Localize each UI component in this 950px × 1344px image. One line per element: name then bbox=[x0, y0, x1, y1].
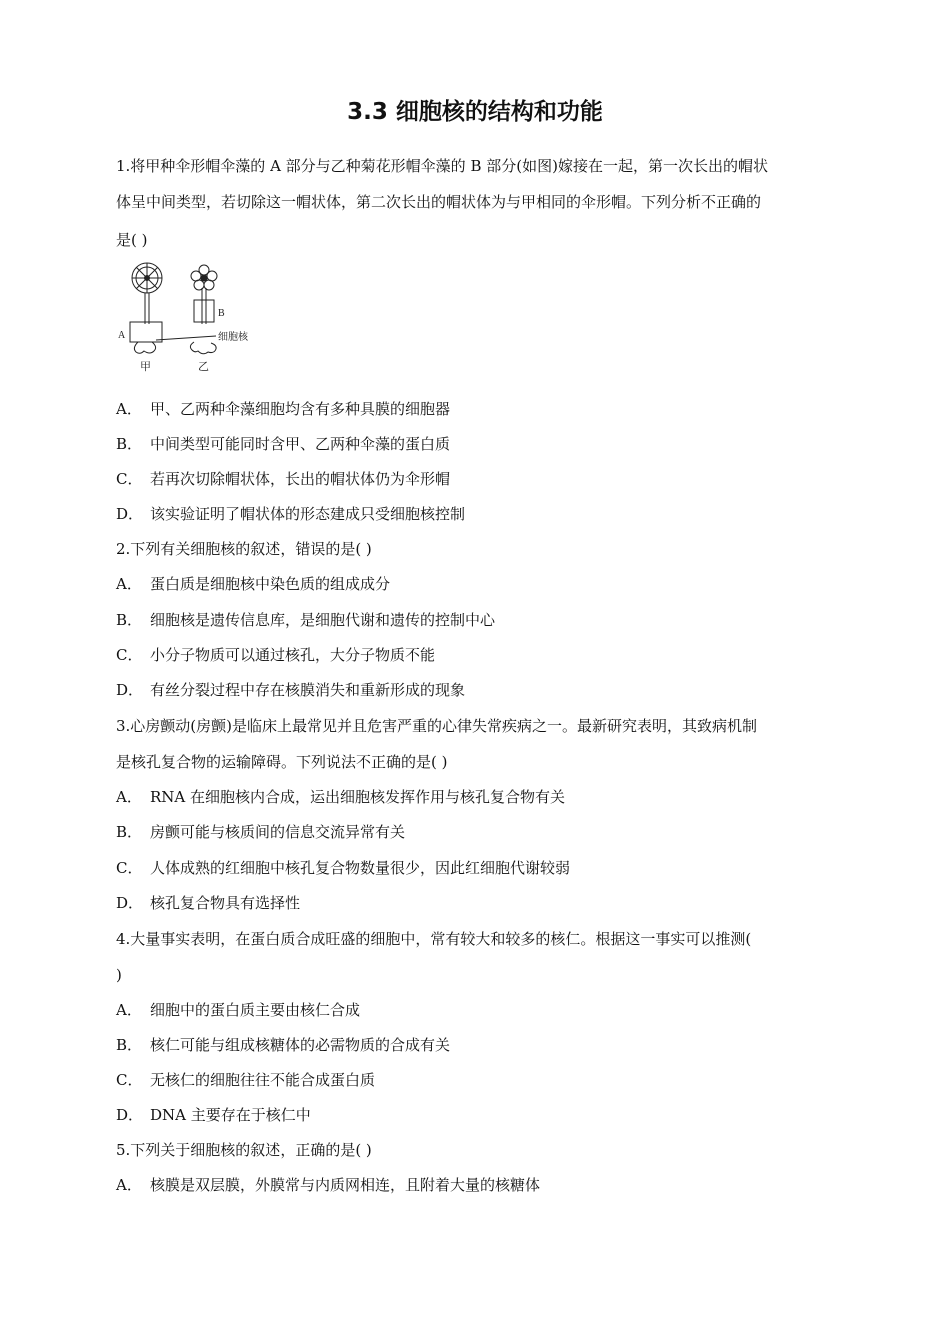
label-yi: 乙 bbox=[198, 360, 209, 373]
label-a: A bbox=[118, 330, 126, 341]
option-letter: B． bbox=[116, 823, 143, 841]
option-letter: C． bbox=[116, 646, 143, 664]
q3-stem-line-2: 是核孔复合物的运输障碍。下列说法不正确的是( ) bbox=[116, 753, 448, 771]
q3-option-b bbox=[116, 822, 405, 842]
option-text: 人体成熟的红细胞中核孔复合物数量很少，因此红细胞代谢较弱 bbox=[150, 859, 571, 877]
option-letter: A． bbox=[116, 1001, 142, 1019]
q2-stem: 2.下列有关细胞核的叙述，错误的是( ) bbox=[116, 540, 372, 558]
option-text: 核孔复合物具有选择性 bbox=[150, 894, 301, 912]
option-text: 有丝分裂过程中存在核膜消失和重新形成的现象 bbox=[150, 681, 466, 699]
q3-stem-line-1: 3.心房颤动(房颤)是临床上最常见并且危害严重的心律失常疾病之一。最新研究表明，其致病机制 bbox=[116, 717, 758, 735]
q5-option-a bbox=[116, 1175, 540, 1195]
option-text: 该实验证明了帽状体的形态建成只受细胞核控制 bbox=[150, 505, 466, 523]
q3-option-a bbox=[116, 787, 565, 807]
q3-option-c bbox=[116, 858, 570, 878]
option-text: 蛋白质是细胞核中染色质的组成成分 bbox=[150, 575, 391, 593]
page-title: 3.3 细胞核的结构和功能 bbox=[347, 99, 603, 125]
option-text: 小分子物质可以通过核孔，大分子物质不能 bbox=[150, 646, 436, 664]
q2-option-d bbox=[116, 680, 465, 700]
option-letter: D． bbox=[116, 894, 144, 912]
q3-option-d bbox=[116, 893, 300, 913]
q1-option-d bbox=[116, 504, 465, 524]
option-text: 无核仁的细胞往往不能合成蛋白质 bbox=[150, 1071, 376, 1089]
q4-stem-line-2: ) bbox=[116, 966, 122, 984]
q4-option-d bbox=[116, 1105, 311, 1125]
q1-stem-line-3: 是( ) bbox=[116, 231, 148, 249]
q4-stem-line-1: 4.大量事实表明，在蛋白质合成旺盛的细胞中，常有较大和较多的核仁。根据这一事实可以推测( bbox=[116, 930, 752, 948]
option-text: DNA 主要存在于核仁中 bbox=[150, 1106, 311, 1124]
umbrella-algae-graft-figure bbox=[112, 258, 272, 376]
q4-option-b bbox=[116, 1035, 450, 1055]
label-jia: 甲 bbox=[140, 360, 151, 373]
q1-option-a bbox=[116, 399, 450, 419]
q1-stem-line-2: 体呈中间类型，若切除这一帽状体，第二次长出的帽状体为与甲相同的伞形帽。下列分析不正确的 bbox=[116, 193, 762, 211]
option-letter: D． bbox=[116, 681, 144, 699]
option-letter: C． bbox=[116, 1071, 143, 1089]
option-text: 细胞中的蛋白质主要由核仁合成 bbox=[150, 1001, 361, 1019]
q2-option-b bbox=[116, 610, 495, 630]
q2-option-c bbox=[116, 645, 435, 665]
q1-option-b bbox=[116, 434, 450, 454]
option-letter: C． bbox=[116, 859, 143, 877]
option-text: 核膜是双层膜，外膜常与内质网相连，且附着大量的核糖体 bbox=[150, 1176, 541, 1194]
label-b: B bbox=[218, 308, 225, 319]
option-text: 核仁可能与组成核糖体的必需物质的合成有关 bbox=[150, 1036, 451, 1054]
q4-option-a bbox=[116, 1000, 360, 1020]
option-letter: B． bbox=[116, 1036, 143, 1054]
q1-stem-line-1: 1.将甲种伞形帽伞藻的 A 部分与乙种菊花形帽伞藻的 B 部分(如图)嫁接在一起，第一次长出的帽状 bbox=[116, 157, 768, 175]
q1-option-c bbox=[116, 469, 450, 489]
option-letter: A． bbox=[116, 788, 142, 806]
q5-stem: 5.下列关于细胞核的叙述，正确的是( ) bbox=[116, 1141, 372, 1159]
option-text: 若再次切除帽状体，长出的帽状体仍为伞形帽 bbox=[150, 470, 451, 488]
option-letter: D． bbox=[116, 1106, 144, 1124]
label-nucleus: 细胞核 bbox=[218, 332, 248, 343]
q2-option-a bbox=[116, 574, 390, 594]
option-letter: B． bbox=[116, 611, 143, 629]
option-text: 细胞核是遗传信息库，是细胞代谢和遗传的控制中心 bbox=[150, 611, 496, 629]
option-letter: A． bbox=[116, 400, 142, 418]
option-letter: C． bbox=[116, 470, 143, 488]
option-letter: B． bbox=[116, 435, 143, 453]
option-text: 中间类型可能同时含甲、乙两种伞藻的蛋白质 bbox=[150, 435, 451, 453]
q4-option-c bbox=[116, 1070, 375, 1090]
nucleus-pointer-line bbox=[156, 336, 216, 340]
option-text: 甲、乙两种伞藻细胞均含有多种具膜的细胞器 bbox=[150, 400, 451, 418]
option-text: 房颤可能与核质间的信息交流异常有关 bbox=[150, 823, 406, 841]
chrysanthemum-cap-drawing bbox=[190, 265, 217, 354]
option-text: RNA 在细胞核内合成，运出细胞核发挥作用与核孔复合物有关 bbox=[150, 788, 566, 806]
option-letter: A． bbox=[116, 1176, 142, 1194]
option-letter: D． bbox=[116, 505, 144, 523]
option-letter: A． bbox=[116, 575, 142, 593]
